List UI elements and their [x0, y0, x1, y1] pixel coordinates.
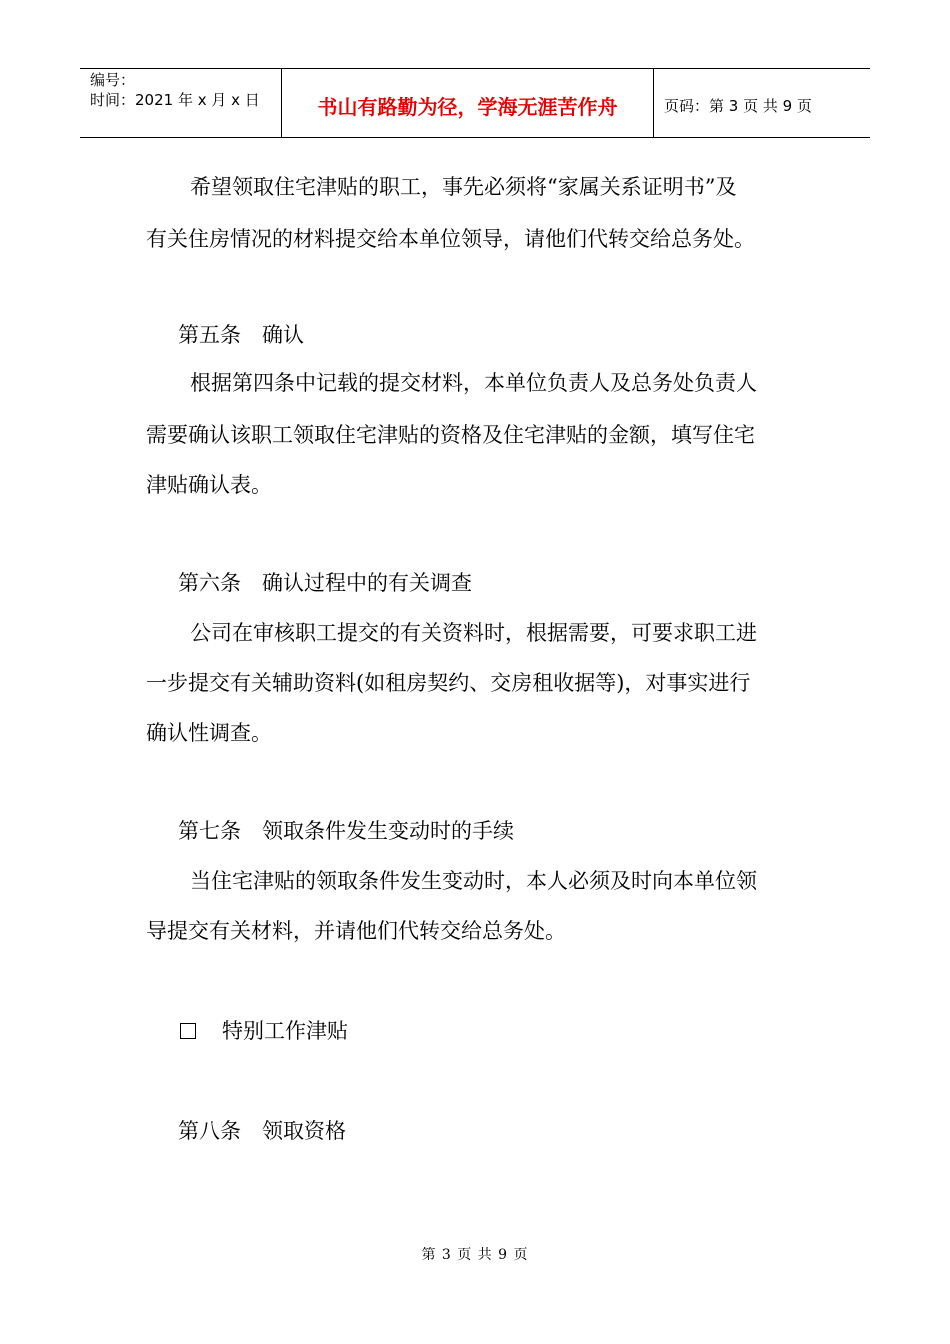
article-5-heading: 第五条 确认: [178, 323, 304, 347]
paragraph-line: 确认性调查。: [146, 721, 272, 745]
paragraph-line: 一步提交有关辅助资料(如租房契约、交房租收据等)，对事实进行: [146, 671, 751, 695]
paragraph-line: 当住宅津贴的领取条件发生变动时，本人必须及时向本单位领: [190, 869, 757, 893]
document-date: 时间：2021 年 x 月 x 日: [90, 91, 260, 109]
header-motto: 书山有路勤为径，学海无涯苦作舟: [282, 69, 654, 137]
paragraph-line: 需要确认该职工领取住宅津贴的资格及住宅津贴的金额，填写住宅: [146, 423, 755, 447]
article-6-heading: 第六条 确认过程中的有关调查: [178, 571, 472, 595]
article-8-heading: 第八条 领取资格: [178, 1119, 346, 1143]
paragraph-line: 根据第四条中记载的提交材料，本单位负责人及总务处负责人: [190, 371, 757, 395]
header-page-info: 页码：第 3 页 共 9 页: [664, 96, 812, 115]
page-header: [80, 68, 870, 138]
header-meta: [80, 69, 282, 137]
paragraph-line: 希望领取住宅津贴的职工，事先必须将“家属关系证明书”及: [190, 175, 737, 199]
paragraph-line: 公司在审核职工提交的有关资料时，根据需要，可要求职工进: [190, 621, 757, 645]
checkbox-icon: [180, 1023, 196, 1039]
section-heading: [180, 1018, 348, 1044]
paragraph-line: 津贴确认表。: [146, 473, 272, 497]
article-7-heading: 第七条 领取条件发生变动时的手续: [178, 819, 514, 843]
section-heading-text: 特别工作津贴: [222, 1019, 348, 1043]
paragraph-line: 有关住房情况的材料提交给本单位领导，请他们代转交给总务处。: [146, 227, 755, 251]
page-footer: 第 3 页 共 9 页: [421, 1247, 529, 1263]
paragraph-line: 导提交有关材料，并请他们代转交给总务处。: [146, 919, 566, 943]
document-code-label: 编号：: [90, 71, 136, 89]
